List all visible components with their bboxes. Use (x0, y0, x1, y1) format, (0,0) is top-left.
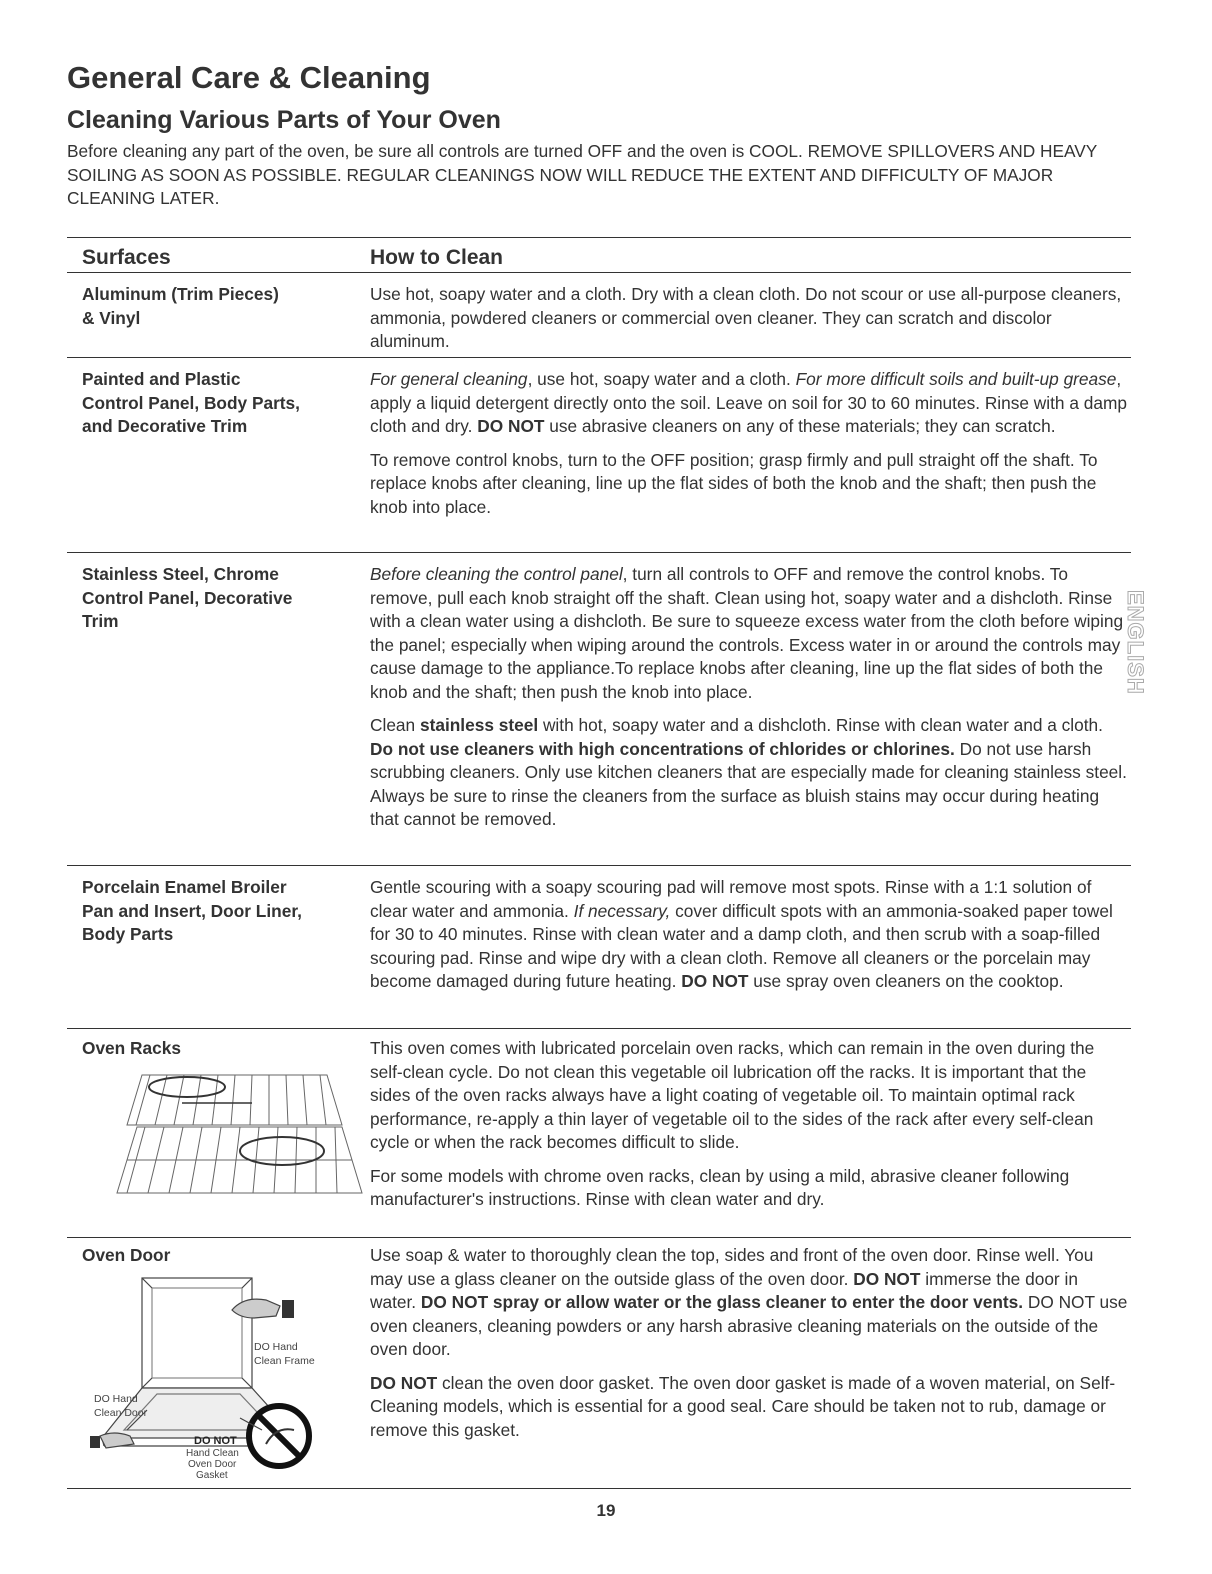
how-to-clean-text: For general cleaning, use hot, soapy water and a cloth. For more difficult soils and built-up grease, apply a liquid detergent directly onto the soil. Leave on soil for 30 to 60 minutes. Rinse with a damp cloth and dry. DO NOT use abrasive cleaners on any of these materials; they can scratch. To remove control knobs, turn to the OFF position; grasp firmly and pull straight off the shaft. To replace knobs after cleaning, line up the flat sides of both the knob and the shaft; then push the knob into place. (370, 369, 1127, 517)
table-row-aluminum (67, 273, 1131, 358)
table-row-oven-racks (67, 1029, 1131, 1238)
table-row-painted-plastic (67, 358, 1131, 553)
section-title: Cleaning Various Parts of Your Oven (67, 106, 501, 134)
surface-name: Oven Door (82, 1245, 171, 1265)
oven-rack-illustration (112, 1065, 372, 1205)
how-to-clean-text: Use soap & water to thoroughly clean the top, sides and front of the oven door. Rinse well. You may use a glass cleaner on the outside glass of the oven door. DO NOT immerse the door in water. DO NOT spray or allow water or the glass cleaner to enter the door vents. DO NOT use oven cleaners, cleaning powders or any harsh abrasive cleaning materials on the outside of the oven door. DO NOT clean the oven door gasket. The oven door gasket is made of a woven material, on Self-Cleaning models, which is essential for a good seal. Care should be taken not to rub, damage or remove this gasket. (370, 1245, 1128, 1440)
intro-paragraph: Before cleaning any part of the oven, be sure all controls are turned OFF and the oven is COOL. REMOVE SPILLOVERS AND HEAVY SOILING AS SOON AS POSSIBLE. REGULAR CLEANINGS NOW WILL REDUCE THE EXTENT AND DIFFICULTY OF MAJOR CLEANING LATER. (67, 141, 1098, 208)
table-row-porcelain-enamel (67, 866, 1131, 1029)
surface-name: Oven Racks (82, 1038, 181, 1058)
surface-name: Stainless Steel, Chrome Control Panel, Decorative Trim (82, 564, 293, 631)
surface-name: Aluminum (Trim Pieces) & Vinyl (82, 284, 279, 328)
column-header-how-to-clean: How to Clean (370, 246, 504, 269)
surface-name: Painted and Plastic Control Panel, Body Parts, and Decorative Trim (82, 369, 300, 436)
label-do-not-hand-clean-gasket-4: Gasket (196, 1470, 228, 1481)
how-to-clean-text: This oven comes with lubricated porcelain oven racks, which can remain in the oven during the self-clean cycle. Do not clean this vegetable oil lubrication off the racks. It is important that the sides of the oven racks always have a light coating of vegetable oil. To maintain optimal rack performance, re-apply a thin layer of vegetable oil to the sides of the rack after every self-clean cycle or when the rack becomes difficult to slide. For some models with chrome oven racks, clean by using a mild, abrasive cleaner following manufacturer's instructions. Rinse with clean water and dry. (370, 1038, 1095, 1209)
page-number: 19 (596, 1501, 616, 1520)
language-side-tab (1114, 586, 1148, 716)
table-row-oven-door (67, 1238, 1131, 1489)
side-tab-label: ENGLISH (1123, 590, 1148, 695)
surface-name: Porcelain Enamel Broiler Pan and Insert, Door Liner, Body Parts (82, 877, 302, 944)
column-header-surfaces: Surfaces (82, 246, 171, 269)
label-do-hand-clean-door-1: DO Hand (94, 1393, 138, 1405)
label-do-not-hand-clean-gasket-3: Oven Door (188, 1459, 237, 1470)
table-header (67, 238, 1131, 273)
label-do-hand-clean-door-2: Clean Door (94, 1407, 148, 1419)
label-do-not-hand-clean-gasket-1: DO NOT (194, 1435, 237, 1447)
how-to-clean-text: Gentle scouring with a soapy scouring pad will remove most spots. Rinse with a 1:1 solution of clear water and ammonia. If necessary, cover difficult spots with an ammonia-soaked paper towel for 30 to 40 minutes. Rinse with clean water and a damp cloth, and then scrub with a soap-filled scouring pad. Rinse and wipe dry with a clean cloth. Remove all cleaners or the porcelain may become damaged during future heating. DO NOT use spray oven cleaners on the cooktop. (370, 877, 1113, 991)
label-do-not-hand-clean-gasket-2: Hand Clean (186, 1448, 239, 1459)
oven-door-illustration (82, 1268, 332, 1481)
cleaning-table (67, 237, 1131, 1489)
label-do-hand-clean-frame-2: Clean Frame (254, 1355, 315, 1367)
how-to-clean-text: Before cleaning the control panel, turn all controls to OFF and remove the control knobs. To remove, pull each knob straight off the shaft. Clean using hot, soapy water and a dishcloth. Rinse with a clean water using a dishcloth. Be sure to squeeze excess water from the cloth before wiping the panel; especially when wiping around the controls. Excess water in or around the controls may cause damage to the appliance.To replace knobs after cleaning, line up the flat sides of both the knob and the shaft; then push the knob into place. Clean stainless steel with hot, soapy water and a dishcloth. Rinse with clean water and a cloth. Do not use cleaners with high concentrations of chlorides or chlorines. Do not use harsh scrubbing cleaners. Only use kitchen cleaners that are especially made for cleaning stainless steel. Always be sure to rinse the cleaners from the surface as bluish stains may occur during heating that cannot be removed. (370, 564, 1127, 829)
page-title: General Care & Cleaning (67, 60, 431, 95)
how-to-clean-text: Use hot, soapy water and a cloth. Dry with a clean cloth. Do not scour or use all-purpose cleaners, ammonia, powdered cleaners or commercial oven cleaner. They can scratch and discolor aluminum. (370, 284, 1122, 351)
label-do-hand-clean-frame-1: DO Hand (254, 1341, 298, 1353)
table-row-stainless-steel (67, 553, 1131, 866)
